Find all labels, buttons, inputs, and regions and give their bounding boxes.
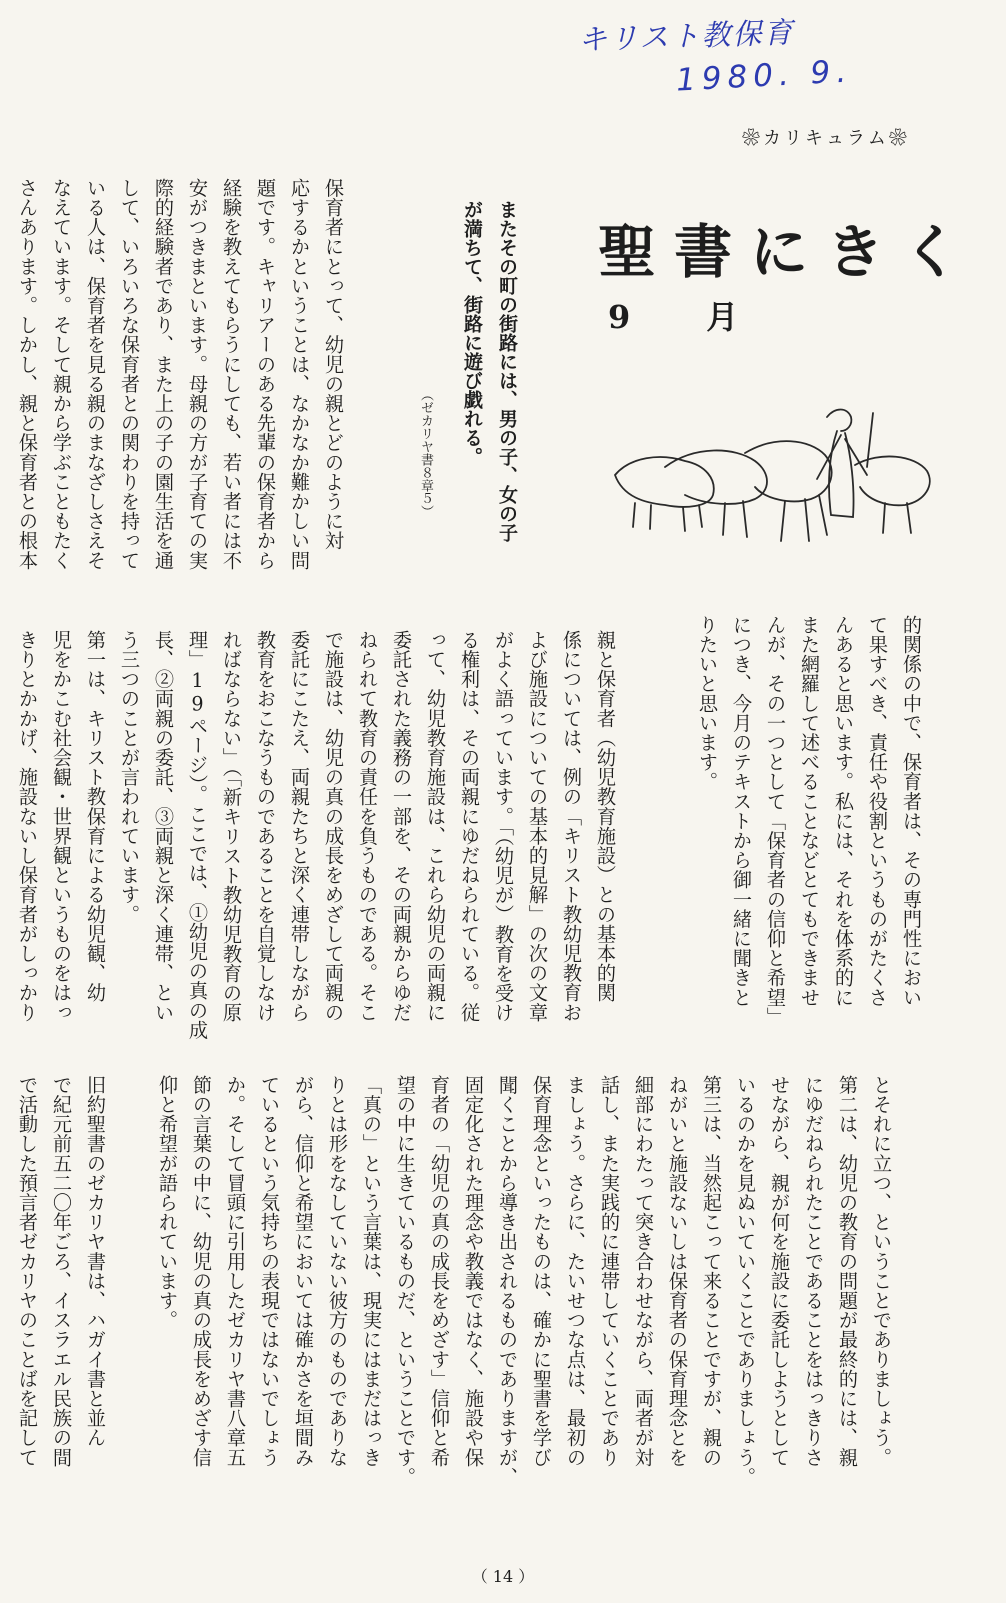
month-label: 9 月 — [608, 298, 761, 336]
series-label: ❀カリキュラム❀ — [742, 128, 910, 149]
body-column-bottom-right: とそれに立つ、ということでありましょう。 第二は、幼児の教育の問題が最終的には、親 にゆだねられたことであることをはっきりさ せながら、親が何を施設に委託しようとして いるのかを見ぬいていくことでありましょう。 第三は、当然起こって来ることですが、親の ねがいと施設ないしは保育者の保育理念とを 細部にわたって突き合わせながら、両者が対 話し、また実践的に連帯していくことであり ましょう。さらに、たいせつな点は、最初の 保育理念といったものは、確かに聖書を学び 聞くことから導き出されるものでありますが、 固定化された理念や教義ではなく、施設や保 育者の「幼児の真の成長をめざす」信仰と希 望の中に生きているものだ、ということです。 「真の」という言葉は、現実にはまだはっき りとは形をなしていない彼方のものでありな がら、信仰と希望においては確かさを垣間み ているという気持ちの表現ではないでしょう か。そして冒頭に引用したゼカリヤ書八章五 節の言葉の中に、幼児の真の成長をめざす信 仰と希望が語られています。 — [156, 1075, 893, 1487]
body-column-top-left: 保育者にとって、幼児の親とどのように対 応するかということは、なかなか難かしい問 題です。キャリアーのある先輩の保育者から 経験を教えてもらうにしても、若い者には不 安がつきまといます。母親の方が子育ての実 際的経験者であり、また上の子の園生活を通 して、いろいろな保育者との関わりを持って いる人は、保育者を見る親のまなざしさえそ なえています。そして親から学ぶこともたく さんあります。しかし、親と保育者との根本 — [16, 178, 345, 570]
body-column-mid-left: 親と保育者（幼児教育施設）との基本的関 係については、例の「キリスト教幼児教育お よび施設についての基本的見解」の次の文章 がよく語っています。「（幼児が）教育を受け る権利は、その両親にゆだねられている。従 って、幼児教育施設は、これら幼児の両親に 委託された義務の一部を、その両親からゆだ ねられて教育の責任を負うものである。そこ で施設は、幼児の真の成長をめざして両親の 委託にこたえ、両親たちと深く連帯しながら 教育をおこなうものであることを自覚しなけ ればならない」（「新キリスト教幼児教育の原 理」19ページ）。ここでは、①幼児の真の成 長、②両親の委託、③両親と深く連帯、とい う三つのことが言われています。 第一は、キリスト教保育による幼児観、幼 児をかこむ社会観・世界観というものをはっ きりとかかげ、施設ないし保育者がしっかり — [16, 630, 617, 1040]
body-column-bottom-left: 旧約聖書のゼカリヤ書は、ハガイ書と並ん で紀元前五二〇年ごろ、イスラエル民族の間 で活動した預言者ゼカリヤのことばを記して — [16, 1075, 107, 1467]
page-number: （ 14 ） — [471, 1567, 535, 1586]
handwritten-title: キリスト教保育 — [577, 15, 796, 57]
body-column-mid-right: 的関係の中で、保育者は、その専門性におい て果すべき、責任や役割というものがたくさ んあると思います。私には、それを体系的に また網羅して述べることなどとてもできませ んが、その一つとして「保育者の信仰と希望」 につき、今月のテキストから御一緒に聞きと りたいと思います。 — [696, 615, 923, 1027]
page-title: 聖書にきく — [598, 218, 979, 286]
epigraph-source: （ゼカリヤ書８章５） — [418, 388, 433, 518]
epigraph-text: またその町の街路には、男の子、女の子 が満ちて、街路に遊び戯れる。 — [461, 200, 518, 542]
handwritten-date: 1980. 9. — [675, 53, 854, 99]
shepherd-with-sheep-illustration — [605, 395, 935, 545]
